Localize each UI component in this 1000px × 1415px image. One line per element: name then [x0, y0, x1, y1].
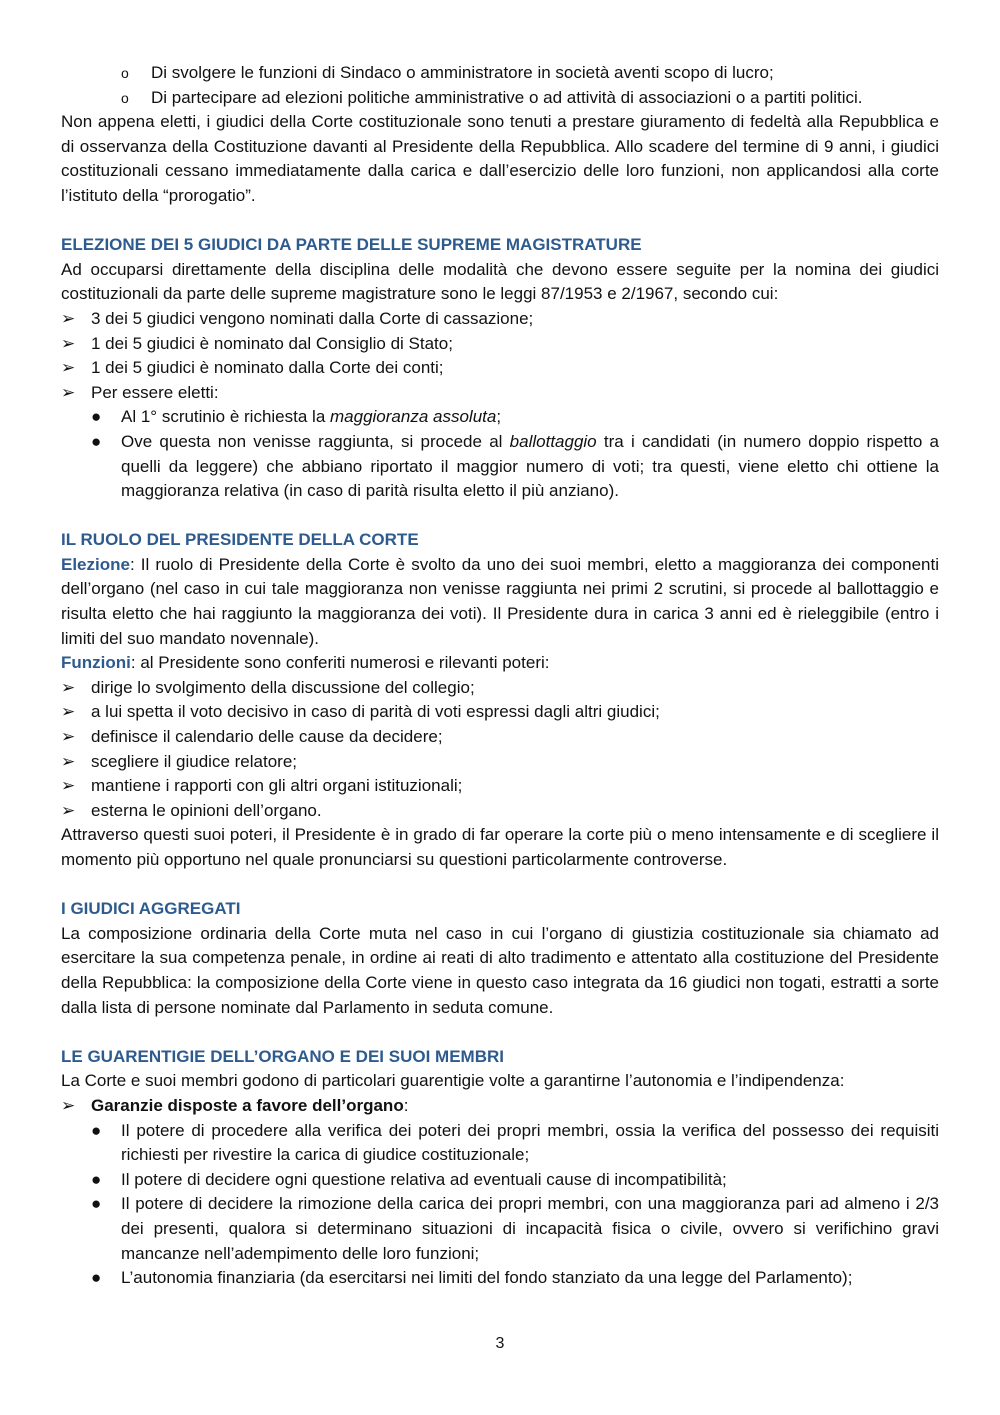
arrow-bullet-icon: ➢	[61, 702, 76, 722]
page-number: 3	[495, 1335, 505, 1352]
list-item: ➢ dirige lo svolgimento della discussione del collegio;	[61, 676, 939, 701]
arrow-bullet-icon: ➢	[61, 1095, 76, 1115]
list-item: ● Il potere di decidere la rimozione della carica dei propri membri, con una maggioranza pari ad almeno i 2/3 dei presenti, qualora si determinano situazioni di incapacità fisica o civile, ovvero si verifichino gravi mancanze nell’adempimento delle loro funzioni;	[91, 1194, 939, 1263]
arrow-bullet-icon: ➢	[61, 308, 76, 328]
page-content	[61, 61, 939, 1291]
dot-bullet-icon: ●	[91, 431, 102, 451]
arrow-bullet-icon: ➢	[61, 358, 76, 378]
list-item: ➢ esterna le opinioni dell’organo.	[61, 799, 939, 824]
list-item: o Di partecipare ad elezioni politiche amministrative o ad attività di associazioni o a partiti politici.	[61, 86, 939, 111]
incompatibility-list	[61, 61, 939, 110]
dot-list	[61, 405, 939, 503]
arrow-bullet-icon: ➢	[61, 800, 76, 820]
section-heading: I GIUDICI AGGREGATI	[61, 899, 241, 919]
list-item: ➢ scegliere il giudice relatore;	[61, 750, 939, 775]
section-heading: LE GUARENTIGIE DELL’ORGANO E DEI SUOI MEMBRI	[61, 1046, 504, 1066]
list-item: ● Il potere di procedere alla verifica dei poteri dei propri membri, ossia la verifica del possesso dei requisiti richiesti per rivestire la carica di giudice costituzionale;	[91, 1120, 939, 1165]
list-item: ● Il potere di decidere ogni questione relativa ad eventuali cause di incompatibilità;	[61, 1168, 939, 1193]
oath-paragraph: Non appena eletti, i giudici della Corte costituzionale sono tenuti a prestare giuramento di fedeltà alla Repubblica e di osservanza della Costituzione davanti al Presidente della Repubblica. Allo scadere del termine di 9 anni, i giudici costituzionali cessano immediatamente dalla carica e dall’esercizio delle loro funzioni, non applicandosi alla corte l’istituto della “prorogatio”.	[61, 112, 939, 205]
dot-bullet-icon: ●	[91, 1194, 102, 1214]
arrow-bullet-icon: ➢	[61, 382, 76, 402]
section-intro: La Corte e suoi membri godono di particolari guarentigie volte a garantirne l’autonomia e l’indipendenza:	[61, 1071, 845, 1091]
dot-bullet-icon: ●	[91, 1169, 102, 1189]
circle-bullet-icon: o	[121, 89, 129, 106]
dot-bullet-icon: ●	[91, 407, 102, 427]
arrow-list	[61, 676, 939, 824]
section-intro: Ad occuparsi direttamente della disciplina delle modalità che devono essere seguite per la nomina dei giudici costituzionali da parte delle supreme magistrature sono le leggi 87/1953 e 2/1967, secondo cui:	[61, 259, 939, 304]
list-item: ➢ a lui spetta il voto decisivo in caso di parità di voti espressi dagli altri giudici;	[61, 700, 939, 725]
funzioni-paragraph: Funzioni: al Presidente sono conferiti numerosi e rilevanti poteri:	[61, 653, 550, 673]
dot-list	[61, 1119, 939, 1291]
arrow-bullet-icon: ➢	[61, 776, 76, 796]
list-item: ● L’autonomia finanziaria (da esercitarsi nei limiti del fondo stanziato da una legge del Parlamento);	[61, 1266, 939, 1291]
dot-bullet-icon: ●	[91, 1268, 102, 1288]
section-heading: IL RUOLO DEL PRESIDENTE DELLA CORTE	[61, 530, 419, 550]
arrow-bullet-icon: ➢	[61, 751, 76, 771]
arrow-list	[61, 307, 939, 405]
list-item: ➢ definisce il calendario delle cause da decidere;	[61, 725, 939, 750]
list-item: o Di svolgere le funzioni di Sindaco o amministratore in società aventi scopo di lucro;	[61, 61, 939, 86]
list-item: ➢ Garanzie disposte a favore dell’organo:	[61, 1094, 939, 1119]
circle-bullet-icon: o	[121, 65, 129, 81]
section-heading: ELEZIONE DEI 5 GIUDICI DA PARTE DELLE SUPREME MAGISTRATURE	[61, 235, 642, 255]
funzioni-label: Funzioni	[61, 653, 131, 673]
section-paragraph: La composizione ordinaria della Corte muta nel caso in cui l’organo di giustizia costituzionale sia chiamato ad esercitare la sua competenza penale, in ordine ai reati di alto tradimento e attentato alla costituzione del Presidente della Repubblica: la composizione della Corte viene in questo caso integrata da 16 giudici non togati, estratti a sorte dalla lista di persone nominate dal Parlamento in seduta comune.	[61, 923, 939, 1017]
dot-bullet-icon: ●	[91, 1120, 102, 1140]
elezione-paragraph: Elezione: Il ruolo di Presidente della Corte è svolto da uno dei suoi membri, eletto a maggioranza dei componenti dell’organo (nel caso in cui tale maggioranza non venisse raggiunta nei primi 2 scrutini, si procede al ballottaggio e risulta eletto che hai raggiunto la maggioranza dei voti). Il Presidente dura in carica 3 anni ed è rieleggibile (entro i limiti del suo mandato novennale).	[61, 554, 939, 648]
list-item: ● Ove questa non venisse raggiunta, si procede al ballottaggio tra i candidati (in numero doppio rispetto a quelli da leggere) che abbiano riportato il maggior numero di voti; tra questi, viene eletto chi ottiene la maggioranza relativa (in caso di parità risulta eletto il più anziano).	[91, 431, 939, 501]
elezione-label: Elezione	[61, 554, 130, 574]
garanzie-label: Garanzie disposte a favore dell’organo	[91, 1095, 404, 1115]
arrow-list	[61, 1094, 939, 1119]
section-outro: Attraverso questi suoi poteri, il Presidente è in grado di far operare la corte più o meno intensamente e di scegliere il momento più opportuno nel quale pronunciarsi su questioni particolarmente controverse.	[61, 825, 939, 869]
list-item: ➢ 1 dei 5 giudici è nominato dal Consiglio di Stato;	[61, 332, 939, 357]
list-item: ● Al 1° scrutinio è richiesta la maggioranza assoluta;	[61, 405, 939, 430]
arrow-bullet-icon: ➢	[61, 333, 76, 353]
list-item: ➢ Per essere eletti:	[61, 381, 939, 406]
list-item: ➢ mantiene i rapporti con gli altri organi istituzionali;	[61, 774, 939, 799]
list-item: ➢ 1 dei 5 giudici è nominato dalla Corte dei conti;	[61, 356, 939, 381]
arrow-bullet-icon: ➢	[61, 677, 76, 697]
arrow-bullet-icon: ➢	[61, 727, 76, 747]
list-item: ➢ 3 dei 5 giudici vengono nominati dalla Corte di cassazione;	[61, 307, 939, 332]
